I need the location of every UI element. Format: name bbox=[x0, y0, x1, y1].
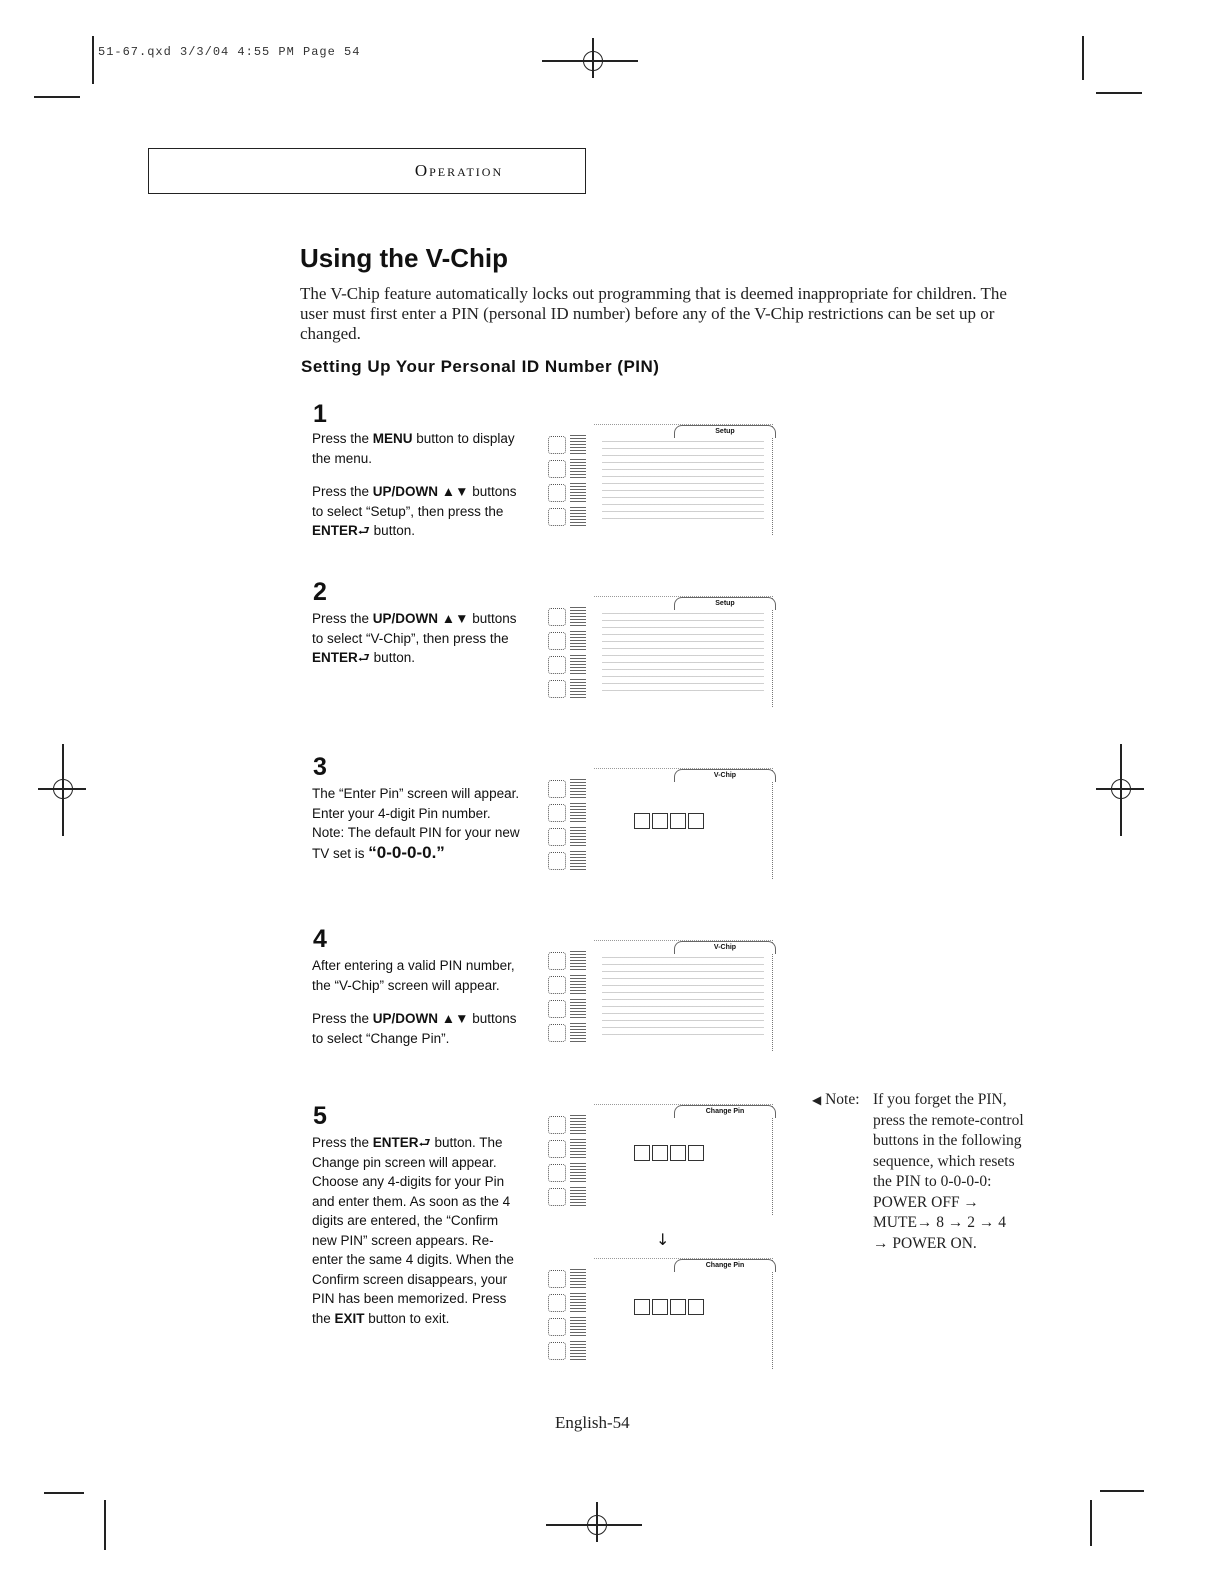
crop-mark bbox=[1096, 92, 1142, 94]
screen-tab-label: Setup bbox=[674, 425, 776, 438]
crop-mark bbox=[1090, 1500, 1092, 1546]
printer-slug: 51-67.qxd 3/3/04 4:55 PM Page 54 bbox=[98, 45, 361, 59]
section-subtitle: Setting Up Your Personal ID Number (PIN) bbox=[301, 357, 660, 376]
page-title: Using the V-Chip bbox=[300, 243, 508, 273]
triangle-left-icon: ◀ bbox=[812, 1093, 822, 1107]
intro-paragraph: The V-Chip feature automatically locks out programming that is deemed inappropriate for children. The user must first enter a PIN (personal ID number) before any of the V-Chip restrictions can be set up or changed. bbox=[300, 284, 1007, 343]
tv-screen-vchip bbox=[548, 934, 774, 1052]
step-number: 3 bbox=[313, 753, 327, 781]
note-sequence-line: → POWER ON. bbox=[873, 1234, 977, 1252]
pin-entry-boxes bbox=[634, 813, 706, 834]
crop-mark bbox=[44, 1492, 84, 1494]
step-number: 5 bbox=[313, 1102, 327, 1130]
screen-tab-label: Change Pin bbox=[674, 1105, 776, 1118]
arrow-down-icon: ↓ bbox=[656, 1230, 670, 1249]
step-number: 1 bbox=[313, 400, 327, 428]
registration-mark-icon bbox=[48, 774, 78, 804]
screen-tab-label: Setup bbox=[674, 597, 776, 610]
crop-mark bbox=[1100, 1490, 1144, 1492]
enter-icon: ⮐ bbox=[418, 1135, 431, 1150]
tv-screen-vchip-enter-pin bbox=[548, 762, 774, 880]
screen-tab-label: V-Chip bbox=[674, 769, 776, 782]
tv-screen-change-pin bbox=[548, 1098, 774, 1216]
step-1-text: Press the MENU button to display the menu. Press the UP/DOWN ▲▼ buttons to select “Setup”, then press the ENTER⮐ button. bbox=[312, 431, 517, 538]
registration-mark-icon bbox=[1106, 774, 1136, 804]
screen-tab-label: Change Pin bbox=[674, 1259, 776, 1272]
pin-entry-boxes bbox=[634, 1145, 706, 1166]
tv-screen-confirm-pin bbox=[548, 1252, 774, 1370]
note-box bbox=[812, 1090, 1024, 1252]
tv-screen-setup bbox=[548, 418, 774, 536]
pin-entry-boxes bbox=[634, 1299, 706, 1320]
page-footer: English-54 bbox=[555, 1413, 630, 1432]
enter-icon: ⮐ bbox=[357, 650, 370, 665]
note-sequence-line: MUTE→ 8 → 2 → 4 bbox=[873, 1214, 1007, 1231]
step-number: 2 bbox=[313, 578, 327, 606]
step-number: 4 bbox=[313, 925, 327, 953]
enter-icon: ⮐ bbox=[357, 523, 370, 538]
crop-mark bbox=[92, 36, 94, 84]
crop-mark bbox=[104, 1500, 106, 1550]
tv-screen-setup bbox=[548, 590, 774, 708]
step-3-text: The “Enter Pin” screen will appear. Enter your 4-digit Pin number. Note: The default PIN for your new TV set is “0-0-0-0.” bbox=[312, 786, 520, 862]
crop-mark bbox=[34, 96, 80, 98]
note-sequence-line: POWER OFF → bbox=[873, 1193, 979, 1211]
section-header bbox=[148, 148, 586, 194]
note-body: If you forget the PIN, press the remote-control buttons in the following sequence, which resets the PIN to 0-0-0-0: bbox=[873, 1091, 1024, 1190]
step-5-text: Press the ENTER⮐ button. The Change pin screen will appear. Choose any 4-digits for your Pin and enter them. As soon as the 4 digits are entered, the “Confirm new PIN” screen appears. Re-enter the same 4 digits. When the Confirm screen disappears, your PIN has been memorized. Press the EXIT button to exit. bbox=[312, 1135, 514, 1326]
section-header-label: Operation bbox=[414, 161, 504, 180]
registration-mark-icon bbox=[578, 46, 608, 76]
registration-mark-icon bbox=[582, 1510, 612, 1540]
step-2-text: Press the UP/DOWN ▲▼ buttons to select “V-Chip”, then press the ENTER⮐ button. bbox=[312, 611, 517, 665]
screen-tab-label: V-Chip bbox=[674, 941, 776, 954]
note-label: Note: bbox=[825, 1091, 860, 1108]
crop-mark bbox=[1082, 36, 1084, 80]
step-4-text: After entering a valid PIN number, the “V-Chip” screen will appear. Press the UP/DOWN ▲▼ buttons to select “Change Pin”. bbox=[312, 958, 517, 1046]
